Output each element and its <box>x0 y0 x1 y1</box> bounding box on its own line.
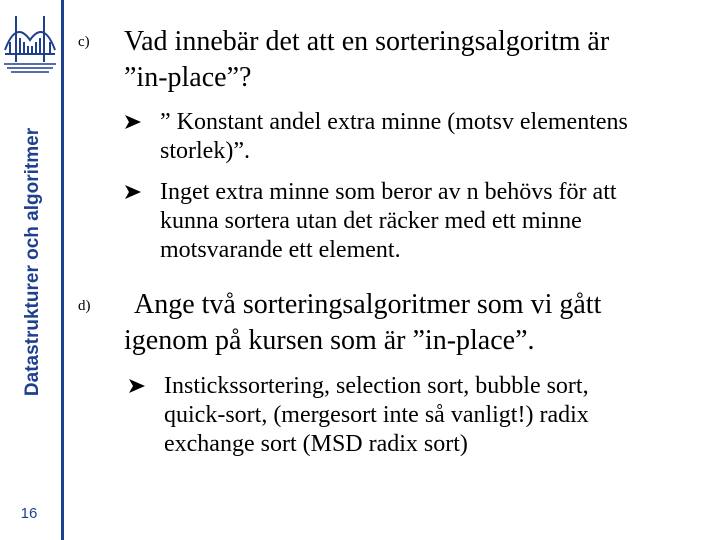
arrow-bullet-icon <box>124 113 142 131</box>
bullet-c-2-line-2: kunna sortera utan det räcker med ett minne <box>160 208 582 234</box>
question-c-line-1: Vad innebär det att en sorteringsalgoritm är <box>124 26 610 57</box>
sidebar <box>0 0 62 540</box>
question-label-c: c) <box>78 34 90 50</box>
question-d-line-1: Ange två sorteringsalgoritmer som vi gått <box>134 289 602 320</box>
bullet-c-1-line-1: ” Konstant andel extra minne (motsv elementens <box>160 109 628 135</box>
bullet-d-1-line-2: quick-sort, (mergesort inte så vanligt!) radix <box>164 402 589 428</box>
arrow-bullet-icon <box>128 377 146 395</box>
question-d-line-2: igenom på kursen som är ”in-place”. <box>124 325 535 356</box>
bridge-logo-icon <box>2 12 58 74</box>
sidebar-divider <box>61 0 64 540</box>
question-c-line-2: ”in-place”? <box>124 62 252 93</box>
bullet-d-1-line-3: exchange sort (MSD radix sort) <box>164 431 468 457</box>
bullet-c-2-line-3: motsvarande ett element. <box>160 237 401 263</box>
course-title: Datastrukturer och algoritmer <box>22 127 43 397</box>
bullet-d-1-line-1: Instickssortering, selection sort, bubble sort, <box>164 373 589 399</box>
question-label-d: d) <box>78 298 91 314</box>
bullet-c-1-line-2: storlek)”. <box>160 138 250 164</box>
arrow-bullet-icon <box>124 183 142 201</box>
page-number: 16 <box>20 505 38 522</box>
bullet-c-2-line-1: Inget extra minne som beror av n behövs för att <box>160 179 617 205</box>
